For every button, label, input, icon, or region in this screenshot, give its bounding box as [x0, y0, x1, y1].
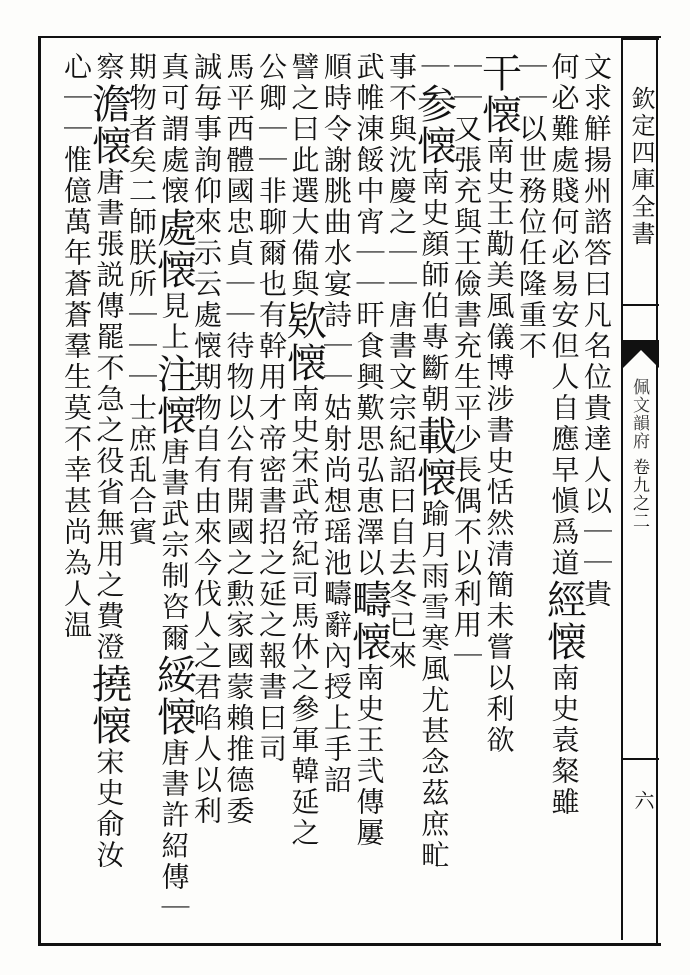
- column-text: ｜: [417, 52, 451, 83]
- margin-page-number: 六: [631, 790, 655, 810]
- column-text: 南史顔師伯專斷朝: [417, 167, 451, 415]
- column-text: 南史王勱美風儀博涉書史恬然清簡未嘗以利欲: [482, 136, 516, 756]
- margin-title: 欽定四庫全書: [627, 86, 655, 248]
- headword: 處懐: [150, 207, 197, 291]
- headword: 經懐: [540, 579, 587, 663]
- column-text: 真可謂處懐: [157, 52, 191, 207]
- column-text: 文求觧揚州諮答曰凡名位貴達人以｜｜貴: [580, 52, 613, 610]
- headword: 干懐: [475, 52, 522, 136]
- column-text: 尚為人温: [60, 517, 93, 641]
- column-text: 武帷涷餒中宵｜｜旰食興歎思弘恵澤以: [352, 52, 386, 579]
- margin-column: [621, 38, 659, 940]
- column-text: 誠毎事詢仰來示云處懐期物自有由來今伐人之君啗人以利: [190, 52, 223, 827]
- column-text: 譬之曰此選大備與: [287, 52, 321, 300]
- headword: 撓懐: [85, 663, 132, 747]
- column-text: 公卿｜｜非聊爾也: [255, 52, 288, 300]
- column-text: 疇辭內授上手詔: [320, 579, 353, 796]
- column-text: 位任隆重不: [515, 207, 548, 362]
- margin-volume: 卷九之二: [629, 458, 649, 530]
- column-text: 事不與沈慶之｜｜: [385, 52, 418, 300]
- column-text: 唐書武宗制咨爾: [157, 437, 191, 654]
- column-text: 見上: [157, 291, 191, 353]
- column-text: 唐書許紹傳｜: [157, 738, 191, 924]
- column-text: 期物者矣: [125, 52, 158, 176]
- headword: 載懐: [410, 415, 457, 499]
- column-text: 南史袁粲雖: [547, 663, 581, 818]
- headword: 参懐: [410, 83, 457, 167]
- margin-rule-low: [623, 758, 659, 760]
- column-text: 宋史俞汝: [92, 747, 126, 871]
- margin-rule-top: [623, 38, 659, 40]
- column-text: 二師朕所｜｜: [125, 176, 158, 362]
- fishtail-mark: [623, 340, 659, 368]
- headword: 澹懐: [85, 83, 132, 167]
- column-text: ｜士庶乱合賓: [125, 362, 158, 548]
- column-text: ｜｜又張充與王儉書充生平少長偶不以利用｜: [450, 52, 483, 672]
- column-text: 何必難處賤何必易安但人自應早愼爲道: [547, 52, 581, 579]
- column-text: 順時令謝朓曲水宴詩｜｜姑射尚想瑶池: [320, 52, 353, 579]
- column-text: ｜｜以世務: [515, 52, 548, 207]
- column-text: 有幹用才帝密書招之延之報書曰司: [255, 300, 288, 765]
- column-text: 南史宋武帝紀司馬休之參軍韓延之: [287, 384, 321, 849]
- column-text: 心｜｜惟億萬年蒼蒼羣生莫不幸甚: [60, 52, 93, 517]
- margin-book-name: 佩文韻府: [629, 378, 649, 450]
- column-text: 踰月雨雪寒風尤甚念茲庶甿: [417, 499, 451, 871]
- column-text: 唐書文宗紀詔曰自去冬已來: [385, 300, 418, 672]
- text-column: [54, 52, 98, 932]
- headword: 疇懐: [345, 579, 392, 663]
- margin-rule-mid: [623, 304, 659, 306]
- column-text: 唐書張説傳罷不急之役省無用之費澄: [92, 167, 126, 663]
- headword: 綏懐: [150, 654, 197, 738]
- column-text: 察: [92, 52, 126, 83]
- headword: 欵懐: [280, 300, 327, 384]
- column-text: 南史王弐傳屢: [352, 663, 386, 849]
- headword: 注懐: [150, 353, 197, 437]
- column-text: 馬平西體國忠貞｜｜待物以公有開國之勲家國蒙賴推德委: [222, 52, 256, 827]
